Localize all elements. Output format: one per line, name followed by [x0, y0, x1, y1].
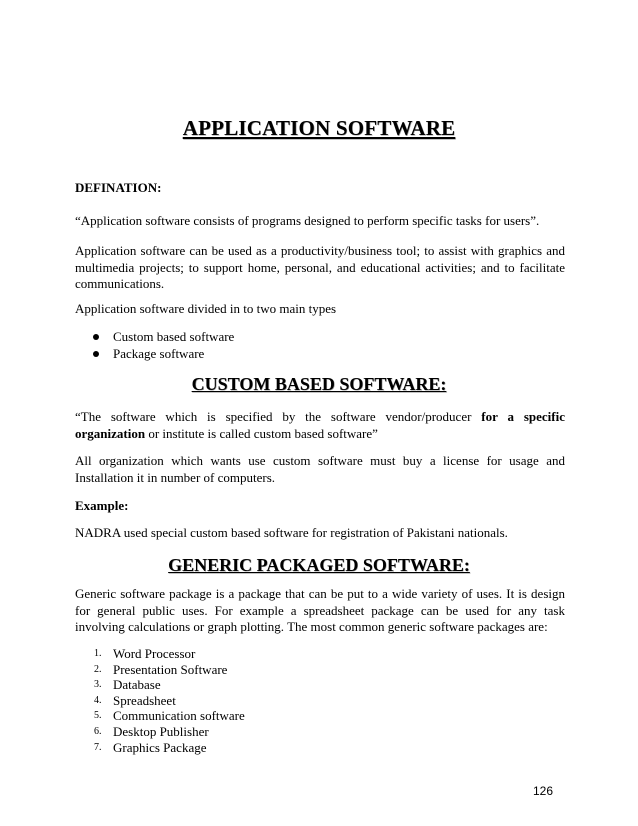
- list-item: [75, 693, 245, 709]
- bullet-icon: [93, 351, 99, 357]
- list-item: [75, 346, 234, 363]
- generic-packages-list: [75, 646, 245, 755]
- list-item-number: 1.: [94, 648, 102, 659]
- page-title: APPLICATION SOFTWARE: [182, 116, 456, 140]
- list-item: [75, 662, 245, 678]
- list-item-label: Custom based software: [113, 329, 235, 344]
- list-item: [75, 329, 234, 346]
- list-item-number: 6.: [94, 725, 102, 737]
- list-item-label: Database: [113, 677, 161, 693]
- bullet-icon: [93, 334, 99, 340]
- list-item-label: Package software: [113, 345, 205, 361]
- custom-section-title: CUSTOM BASED SOFTWARE:: [191, 374, 447, 394]
- example-text: NADRA used special custom based software for registration of Pakistani nationals.: [75, 525, 508, 540]
- generic-body: Generic software package is a package that can be put to a wide variety of uses. It is design for general public uses. For example a spreadsheet package can be used for any task involving calculations or graph plotting. The most common generic software packages are:: [75, 586, 565, 634]
- list-item-label: Word Processor: [113, 646, 196, 661]
- list-item: [75, 724, 245, 740]
- list-item: [75, 708, 245, 724]
- list-item-number: 5.: [94, 710, 102, 722]
- definition-heading: DEFINATION:: [75, 180, 162, 195]
- types-intro: Application software divided in to two main types: [75, 301, 337, 316]
- example-heading: Example:: [75, 498, 129, 513]
- page-number: 126: [533, 784, 554, 798]
- types-list: [75, 329, 234, 362]
- list-item-number: 2.: [94, 663, 102, 675]
- list-item: [75, 646, 245, 662]
- list-item-label: Presentation Software: [113, 661, 228, 677]
- list-item-number: 3.: [94, 679, 102, 691]
- definition-body: Application software can be used as a productivity/business tool; to assist with graphics and multimedia projects; to support home, personal, and educational activities; and to facilitate communications.: [75, 243, 565, 291]
- list-item-label: Spreadsheet: [113, 692, 176, 708]
- custom-quote-start: “The software which is specified by the software vendor/producer: [75, 409, 482, 424]
- list-item-number: 7.: [94, 741, 102, 753]
- custom-license: All organization which wants use custom software must buy a license for usage and Installation it in number of computers.: [75, 453, 565, 485]
- list-item: [75, 740, 245, 756]
- list-item-number: 4.: [94, 694, 102, 706]
- list-item-label: Desktop Publisher: [113, 723, 209, 739]
- definition-quote: “Application software consists of programs designed to perform specific tasks for users”.: [75, 213, 540, 228]
- custom-quote-end: or institute is called custom based software”: [145, 425, 378, 441]
- list-item-label: Communication software: [113, 708, 245, 724]
- custom-quote-emphasis: for a specific organization: [75, 409, 565, 441]
- list-item: [75, 677, 245, 693]
- custom-quote: [75, 409, 565, 442]
- list-item-label: Graphics Package: [113, 739, 207, 755]
- generic-section-title: GENERIC PACKAGED SOFTWARE:: [168, 555, 470, 575]
